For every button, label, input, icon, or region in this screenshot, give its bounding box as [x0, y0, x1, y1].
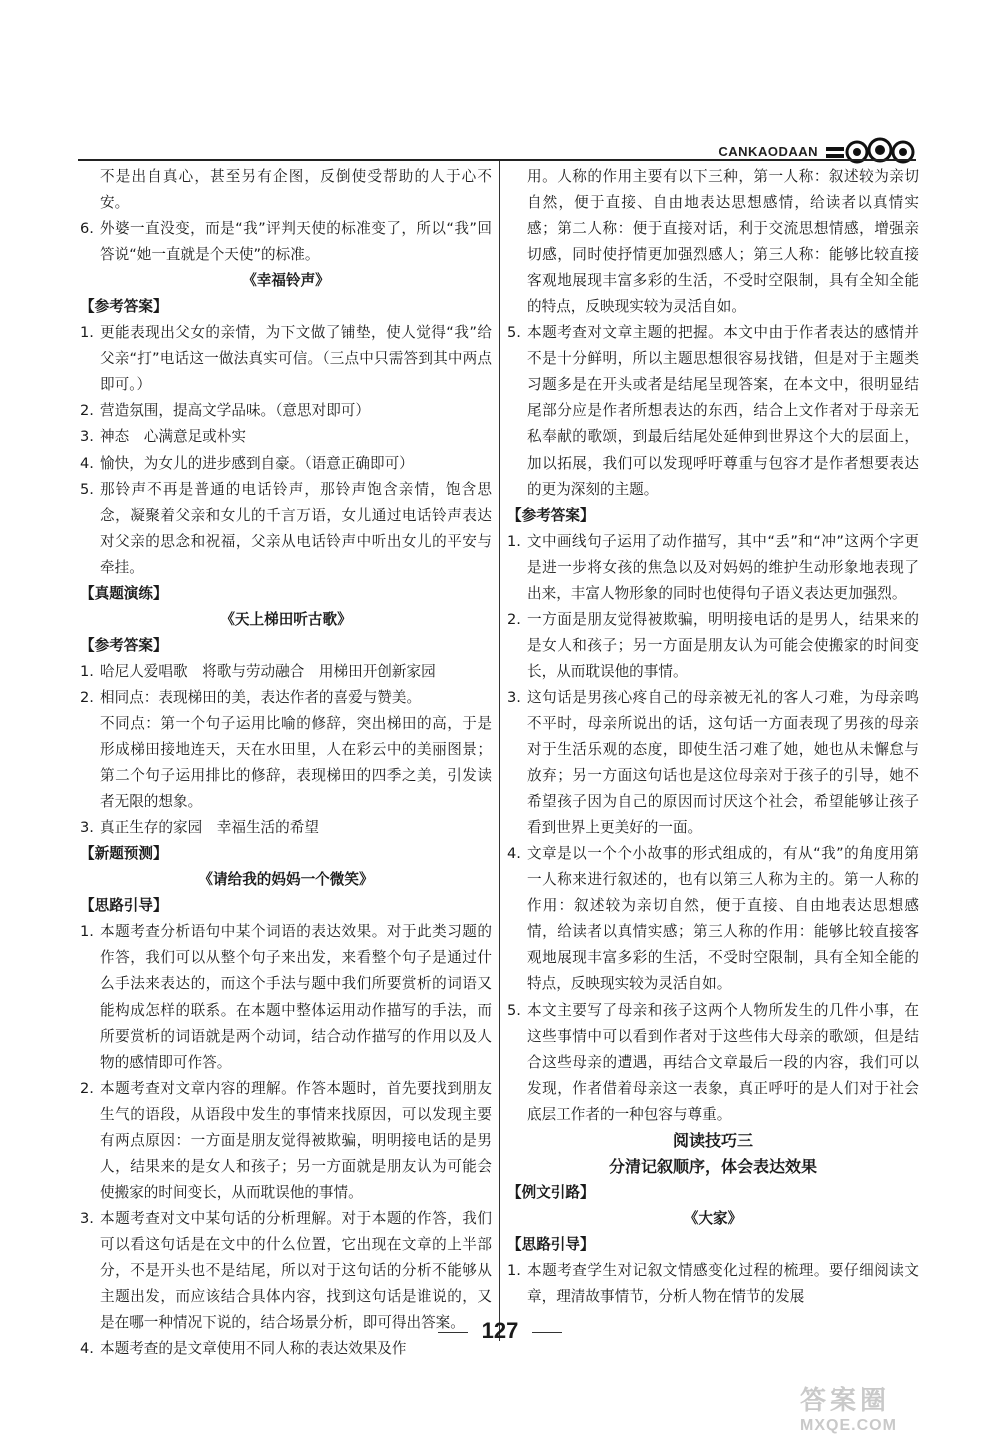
item-number: 1. — [80, 662, 94, 680]
watermark-title: 答案圈 — [800, 1385, 891, 1415]
section-title: 《天上梯田听古歌》 — [220, 610, 352, 628]
dash-right — [532, 1332, 562, 1333]
item-number: 1. — [507, 1261, 521, 1279]
section-tag: 【参考答案】 — [80, 636, 168, 654]
dash-left — [438, 1332, 468, 1333]
list-item — [80, 685, 492, 711]
item-text: 更能表现出父女的亲情，为下文做了铺垫，使人觉得“我”给父亲“打”电话这一做法真实可信。（三点中只需答到其中两点即可。） — [100, 324, 492, 394]
header-rule — [78, 159, 916, 161]
section-title: 《幸福铃声》 — [242, 272, 330, 290]
item-number: 5. — [507, 1001, 521, 1019]
chapter-subtitle: 分清记叙顺序，体会表达效果 — [608, 1156, 817, 1176]
item-text: 本题考查分析语句中某个词语的表达效果。对于此类习题的作答，我们可以从整个句子来出发，来看整个句子是通过什么手法来表达的，而这个手法与题中我们所要赏析的词语又能构成怎样的联系。在本题中整体运用动作描写的手法，而所要赏析的词语就是两个动词，结合动作描写的作用以及人物的感情即可作答。 — [100, 923, 492, 1071]
item-number: 6. — [80, 220, 94, 238]
item-number: 4. — [80, 1340, 94, 1358]
list-item — [80, 815, 492, 841]
paragraph: 用。人称的作用主要有以下三种，第一人称：叙述较为亲切自然，便于直接、自由地表达思想感情，给读者以真情实感；第二人称：便于直接对话，利于交流思想情感，增强亲切感，同时使抒情更加强烈感人；第三人称：能够比较直接客观地展现丰富多彩的生活，不受时空限制，具有全知全能的特点，反映现实较为灵活自如。 — [527, 168, 919, 316]
list-item — [507, 685, 919, 841]
section-tag: 【真题演练】 — [80, 584, 168, 602]
list-item — [80, 659, 492, 685]
page-number — [0, 1318, 1000, 1344]
item-text: 本题考查学生对记叙文情感变化过程的梳理。要仔细阅读文章，理清故事情节，分析人物在情节的发展 — [527, 1261, 919, 1306]
item-text: 本题考查的是文章使用不同人称的表达效果及作 — [100, 1340, 407, 1358]
item-text: 本文主要写了母亲和孩子这两个人物所发生的几件小事，在这些事情中可以看到作者对于这些伟大母亲的歌颂，但是结合这些母亲的遭遇，再结合文章最后一段的内容，我们可以发现，作者借着母亲这一表象，真正呼吁的是人们对于社会底层工作者的一种包容与尊重。 — [527, 1001, 919, 1123]
list-item — [507, 529, 919, 607]
item-text: 一方面是朋友觉得被欺骗，明明接电话的是男人，结果来的是女人和孩子；另一方面是朋友认为可能会使搬家的时间变长，从而耽误他的事情。 — [527, 610, 919, 680]
item-text: 哈尼人爱唱歌 将歌与劳动融合 用梯田开创新家园 — [100, 662, 436, 680]
item-text: 文章是以一个个小故事的形式组成的，有从“我”的角度用第一人称来进行叙述的，也有以第三人称为主的。第一人称的作用：叙述较为亲切自然，便于直接、自由地表达思想感情，给读者以真情实感；第三人称的作用：能够比较直接客观地展现丰富多彩的生活，不受时空限制，具有全知全能的特点，反映现实较为灵活自如。 — [527, 845, 919, 993]
item-text: 真正生存的家园 幸福生活的希望 — [100, 819, 319, 837]
item-text: 愉快，为女儿的进步感到自豪。（语意正确即可） — [100, 454, 414, 472]
brand-logo-icon — [824, 136, 916, 166]
left-column — [80, 164, 492, 1358]
item-text: 营造氛围，提高文学品味。（意思对即可） — [100, 402, 370, 420]
item-number: 3. — [507, 688, 521, 706]
item-number: 5. — [80, 480, 94, 498]
item-text: 本题考查对文章内容的理解。作答本题时，首先要找到朋友生气的语段，从语段中发生的事情来找原因，可以发现主要有两点原因：一方面是朋友觉得被欺骗，明明接电话的是男人，结果来的是女人和孩子；另一方面就是朋友认为可能会使搬家的时间变长，从而耽误他的事情。 — [100, 1079, 492, 1201]
list-item — [507, 320, 919, 502]
paragraph: 不是出自真心，甚至另有企图，反倒使受帮助的人于心不安。 — [100, 168, 492, 212]
item-text: 本题考查对文章主题的把握。本文中由于作者表达的感情并不是十分鲜明，所以主题思想很容易找错，但是对于主题类习题多是在开头或者是结尾呈现答案，在本文中，很明显结尾部分应是作者所想表达的东西，结合上文作者对于母亲无私奉献的歌颂，到最后结尾处延伸到世界这个大的层面上，加以拓展，我们可以发现呼吁尊重与包容才是作者想要表达的更为深刻的主题。 — [527, 324, 919, 498]
list-item — [507, 1258, 919, 1310]
item-number: 2. — [80, 402, 94, 420]
column-divider — [499, 161, 500, 1341]
watermark-url: MXQE.COM — [800, 1417, 897, 1434]
item-text: 相同点：表现梯田的美，表达作者的喜爱与赞美。 — [100, 688, 422, 706]
section-tag: 【思路引导】 — [80, 897, 168, 915]
list-item — [507, 998, 919, 1128]
item-number: 3. — [80, 1209, 94, 1227]
item-text: 文中画线句子运用了动作描写，其中“丢”和“冲”这两个字更是进一步将女孩的焦急以及对妈妈的维护生动形象地表现了出来，丰富人物形象的同时也使得句子语义表达更加强烈。 — [527, 532, 919, 602]
list-item — [80, 1076, 492, 1206]
list-item — [507, 607, 919, 685]
list-item — [80, 451, 492, 477]
item-number: 2. — [80, 1079, 94, 1097]
list-item — [80, 919, 492, 1075]
brand-text: CANKAODAAN — [718, 143, 818, 159]
item-text: 神态 心满意足或朴实 — [100, 428, 246, 446]
item-number: 1. — [507, 532, 521, 550]
item-text: 本题考查对文中某句话的分析理解。对于本题的作答，我们可以看这句话是在文中的什么位置，它出现在文章的上半部分，不是开头也不是结尾，所以对于这句话的分析不能够从主题出发，而应该结合具体内容，找到这句话是谁说的，又是在哪一种情况下说的，结合场景分析，即可得出答案。 — [100, 1209, 492, 1332]
list-item — [80, 216, 492, 268]
item-text: 这句话是男孩心疼自己的母亲被无礼的客人刁难，为母亲鸣不平时，母亲所说出的话，这句话一方面表现了男孩的母亲对于生活乐观的态度，即使生活刁难了她，她也从未懈怠与放弃；另一方面这句话也是这位母亲对于孩子的引导，她不希望孩子因为自己的原因而讨厌这个社会，希望能够让孩子看到世界上更美好的一面。 — [527, 688, 919, 837]
list-item — [80, 1206, 492, 1336]
section-tag: 【新题预测】 — [80, 845, 168, 863]
section-tag: 【例文引路】 — [507, 1183, 595, 1201]
item-number: 3. — [80, 428, 94, 446]
item-number: 4. — [507, 845, 521, 863]
item-number: 2. — [80, 688, 94, 706]
list-item — [80, 320, 492, 398]
section-tag: 【参考答案】 — [507, 506, 595, 524]
item-number: 1. — [80, 324, 94, 342]
list-item — [80, 398, 492, 424]
item-number: 3. — [80, 819, 94, 837]
item-number: 4. — [80, 454, 94, 472]
section-tag: 【思路引导】 — [507, 1235, 595, 1253]
section-tag: 【参考答案】 — [80, 298, 168, 316]
list-item — [507, 841, 919, 997]
page-number-text: 127 — [481, 1318, 519, 1343]
watermark — [800, 1380, 990, 1438]
header-logo — [718, 136, 916, 166]
list-item — [80, 424, 492, 450]
item-number: 1. — [80, 923, 94, 941]
item-number: 2. — [507, 610, 521, 628]
chapter-title: 阅读技巧三 — [672, 1130, 753, 1150]
list-item — [80, 477, 492, 581]
right-column — [507, 164, 919, 1339]
item-number: 5. — [507, 324, 521, 342]
paragraph: 不同点：第一个句子运用比喻的修辞，突出梯田的高，于是形成梯田接地连天，天在水田里，人在彩云中的美丽图景；第二个句子运用排比的修辞，表现梯田的四季之美，引发读者无限的想象。 — [100, 714, 492, 811]
section-title: 《大家》 — [683, 1209, 743, 1227]
section-title: 《请给我的妈妈一个微笑》 — [198, 871, 374, 889]
item-text: 那铃声不再是普通的电话铃声，那铃声饱含亲情，饱含思念，凝聚着父亲和女儿的千言万语，女儿通过电话铃声表达对父亲的思念和祝福，父亲从电话铃声中听出女儿的平安与牵挂。 — [100, 480, 492, 576]
item-text: 外婆一直没变，而是“我”评判天使的标准变了，所以“我”回答说“她一直就是个天使”的标准。 — [100, 220, 492, 264]
